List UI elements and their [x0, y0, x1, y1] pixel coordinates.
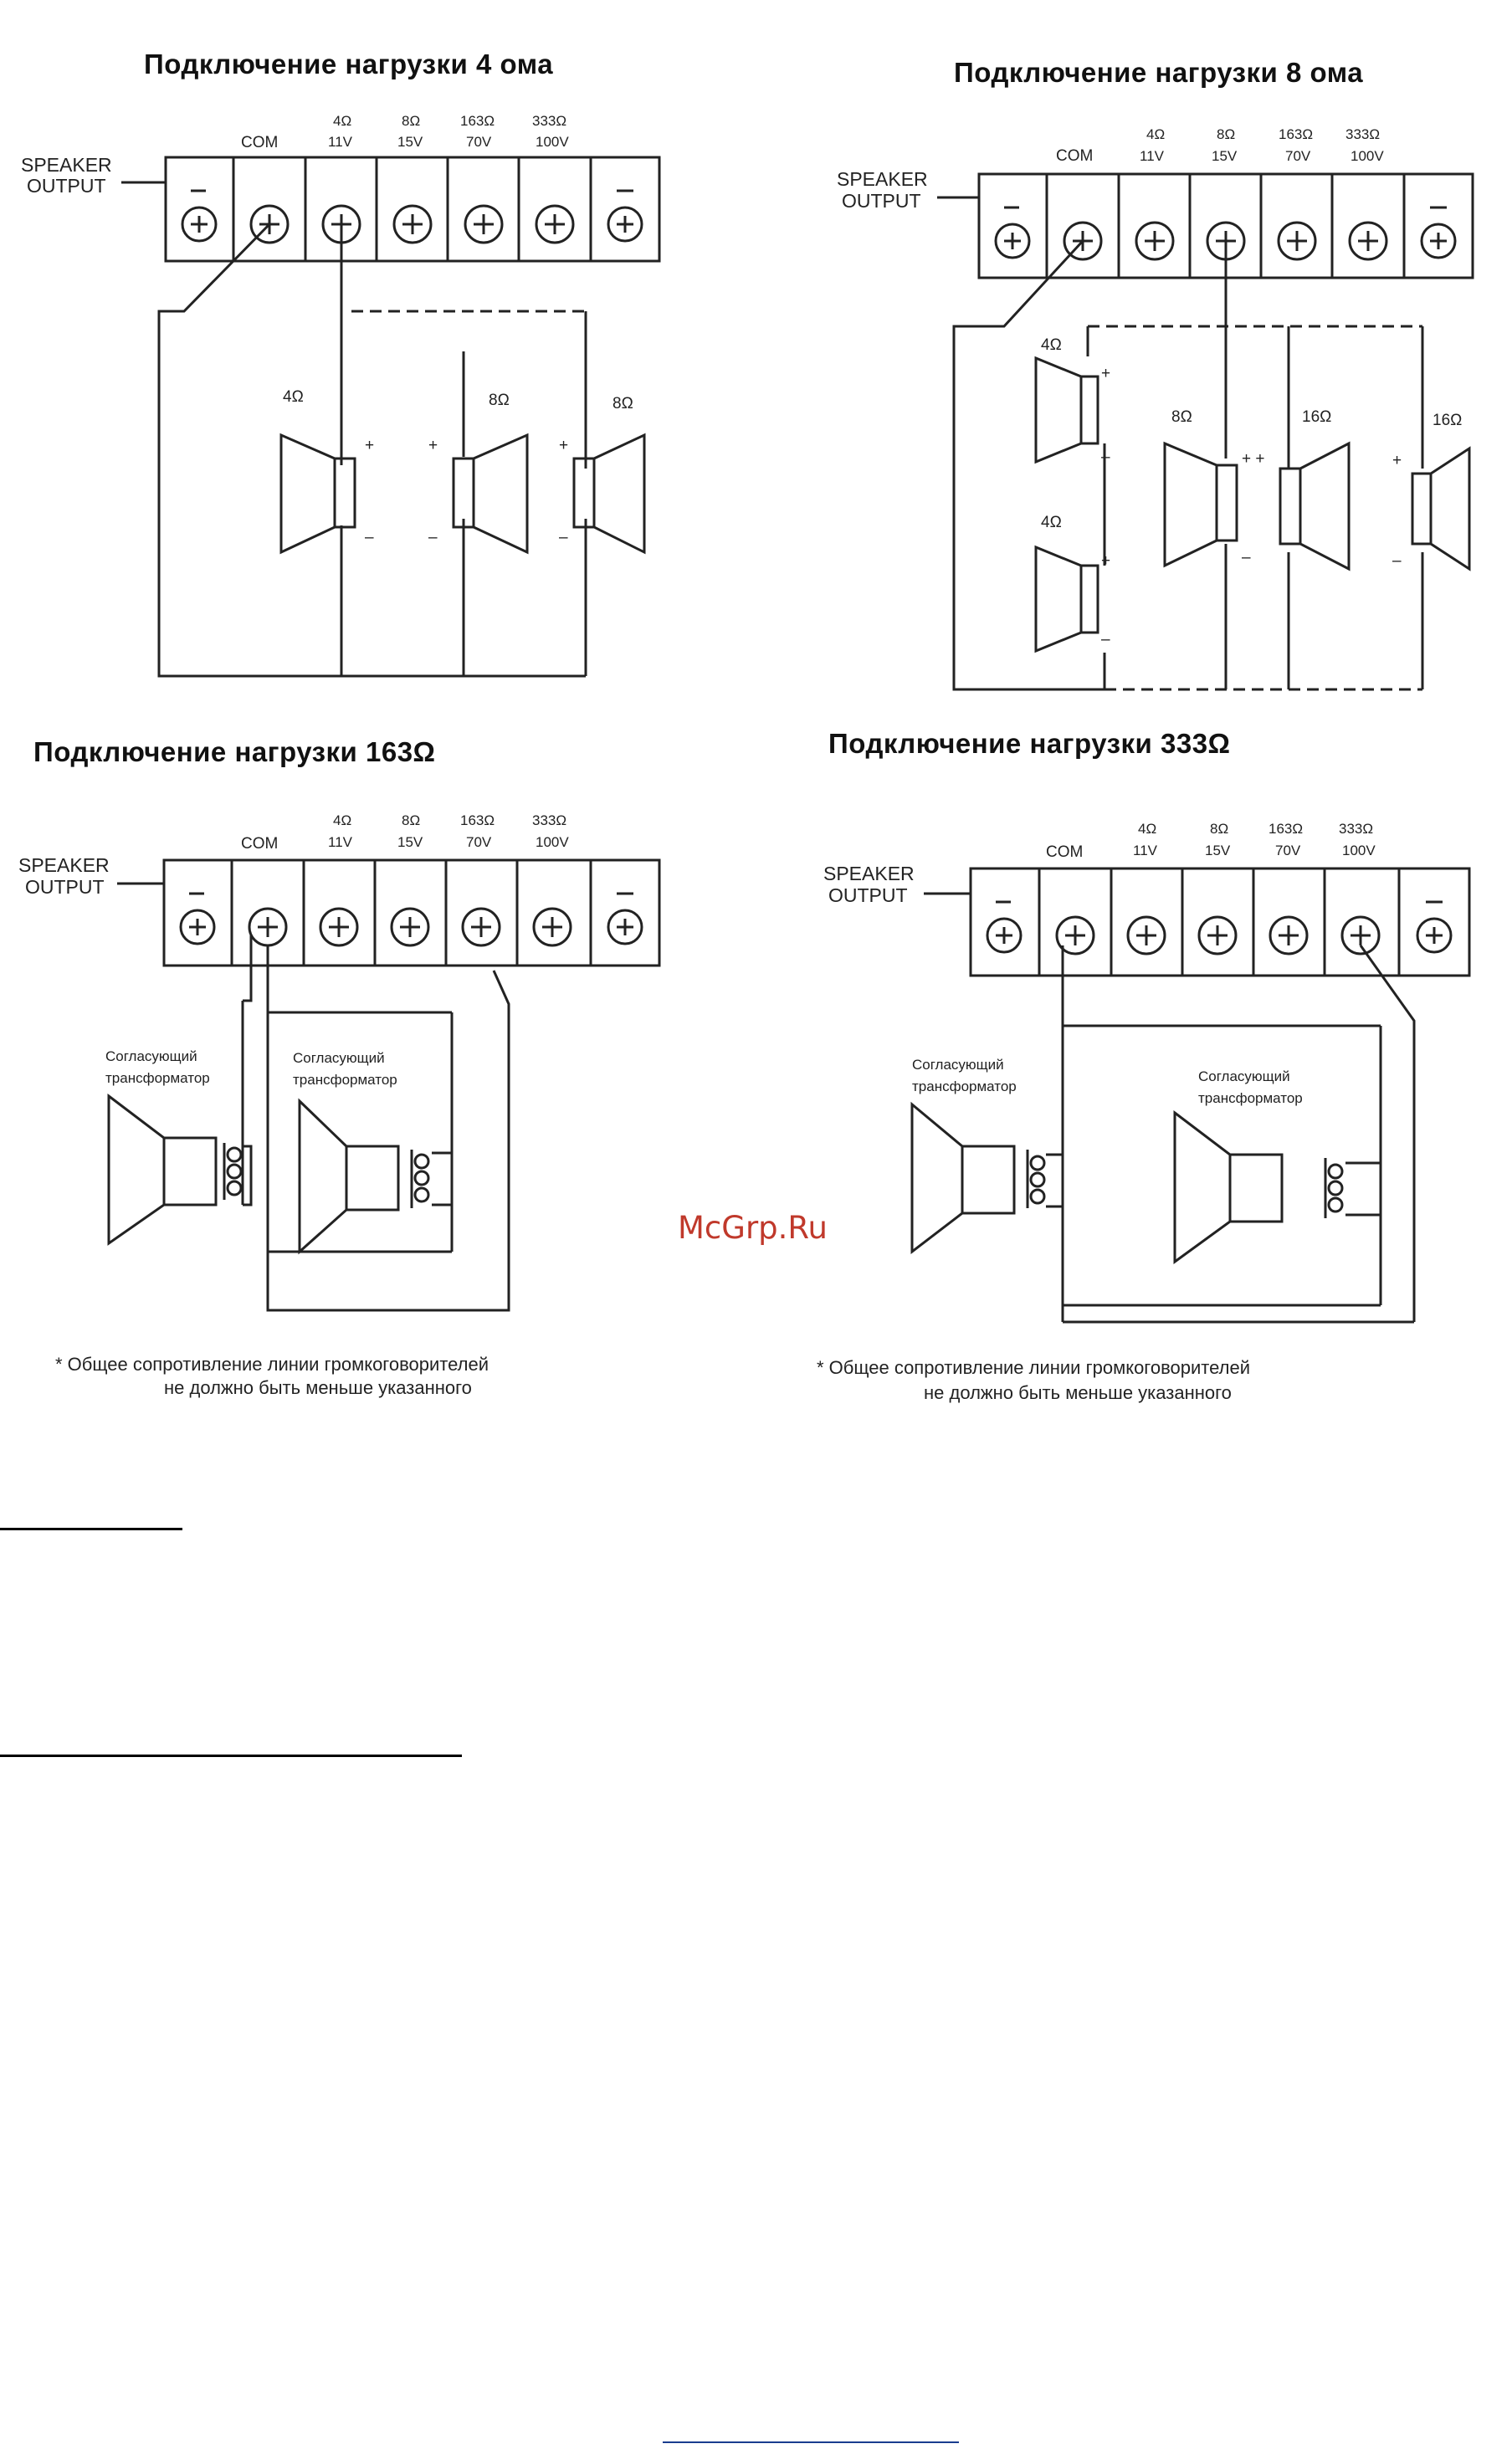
svg-text:4Ω: 4Ω	[283, 388, 304, 406]
divider-line	[0, 1755, 462, 1757]
svg-text:15V: 15V	[397, 834, 423, 850]
svg-text:SPEAKER: SPEAKER	[837, 168, 928, 190]
svg-text:100V: 100V	[1342, 843, 1376, 858]
svg-text:+: +	[428, 437, 438, 454]
svg-text:8Ω: 8Ω	[612, 395, 633, 412]
svg-text:8Ω: 8Ω	[1171, 408, 1192, 426]
svg-text:не должно быть меньше указанно: не должно быть меньше указанного	[164, 1377, 472, 1398]
svg-text:SPEAKER: SPEAKER	[21, 154, 112, 176]
svg-text:COM: COM	[241, 835, 279, 853]
svg-text:163Ω: 163Ω	[460, 812, 495, 828]
watermark-text: McGrp.Ru	[678, 1210, 828, 1246]
svg-text:трансформатор: трансформатор	[1198, 1090, 1303, 1106]
svg-text:Согласующий: Согласующий	[1198, 1068, 1290, 1084]
svg-text:333Ω: 333Ω	[532, 812, 567, 828]
svg-text:–: –	[1242, 549, 1251, 566]
svg-text:100V: 100V	[1351, 148, 1384, 164]
panel-title-4ohm: Подключение нагрузки 4 ома	[144, 49, 554, 79]
speaker-icon	[912, 1104, 1014, 1252]
svg-text:8Ω: 8Ω	[402, 113, 421, 129]
svg-text:8Ω: 8Ω	[489, 392, 510, 409]
svg-text:–: –	[1101, 631, 1110, 648]
svg-text:COM: COM	[241, 134, 279, 151]
svg-text:–: –	[365, 529, 374, 546]
svg-text:трансформатор: трансформатор	[105, 1070, 210, 1086]
svg-text:+: +	[1101, 365, 1111, 382]
svg-text:* Общее сопротивление линии гр: * Общее сопротивление линии громкоговорителей	[817, 1357, 1250, 1378]
svg-text:OUTPUT: OUTPUT	[828, 884, 908, 906]
svg-text:+ +: + +	[1242, 450, 1265, 468]
svg-text:4Ω: 4Ω	[1146, 126, 1166, 142]
svg-text:11V: 11V	[328, 834, 352, 850]
svg-text:15V: 15V	[1212, 148, 1238, 164]
transformer-icon	[1028, 1150, 1063, 1208]
svg-text:4Ω: 4Ω	[333, 812, 352, 828]
svg-text:333Ω: 333Ω	[532, 113, 567, 129]
panel-title-163ohm: Подключение нагрузки 163Ω	[33, 736, 436, 767]
svg-text:11V: 11V	[328, 134, 352, 150]
divider-line	[0, 1528, 182, 1530]
svg-text:163Ω: 163Ω	[1269, 821, 1304, 837]
svg-text:8Ω: 8Ω	[1210, 821, 1229, 837]
svg-text:15V: 15V	[1205, 843, 1231, 858]
svg-text:4Ω: 4Ω	[1041, 336, 1062, 354]
svg-text:OUTPUT: OUTPUT	[25, 876, 105, 898]
svg-text:8Ω: 8Ω	[1217, 126, 1236, 142]
svg-text:70V: 70V	[1285, 148, 1311, 164]
svg-text:SPEAKER: SPEAKER	[823, 863, 915, 884]
panel-title-8ohm: Подключение нагрузки 8 ома	[954, 57, 1364, 88]
svg-text:+: +	[559, 437, 569, 454]
svg-text:* Общее сопротивление линии гр: * Общее сопротивление линии громкоговорителей	[55, 1354, 489, 1375]
svg-text:15V: 15V	[397, 134, 423, 150]
speaker-icon	[1175, 1113, 1282, 1262]
svg-text:4Ω: 4Ω	[1041, 514, 1062, 531]
svg-text:–: –	[1101, 448, 1110, 466]
svg-text:100V: 100V	[536, 134, 569, 150]
svg-text:+: +	[1392, 452, 1402, 469]
svg-text:OUTPUT: OUTPUT	[842, 190, 921, 212]
svg-text:163Ω: 163Ω	[1279, 126, 1314, 142]
svg-text:163Ω: 163Ω	[460, 113, 495, 129]
svg-text:100V: 100V	[536, 834, 569, 850]
svg-text:+: +	[1101, 552, 1111, 570]
svg-text:COM: COM	[1056, 147, 1094, 165]
svg-text:70V: 70V	[466, 834, 492, 850]
svg-text:трансформатор: трансформатор	[912, 1078, 1017, 1094]
svg-text:16Ω: 16Ω	[1433, 412, 1463, 429]
svg-text:+: +	[365, 437, 375, 454]
svg-text:SPEAKER: SPEAKER	[18, 854, 110, 876]
svg-text:COM: COM	[1046, 843, 1084, 861]
svg-text:70V: 70V	[1275, 843, 1301, 858]
svg-text:4Ω: 4Ω	[333, 113, 352, 129]
svg-text:11V: 11V	[1140, 148, 1164, 164]
svg-text:–: –	[428, 529, 438, 546]
divider-line	[663, 2441, 959, 2443]
svg-text:70V: 70V	[466, 134, 492, 150]
svg-text:не должно быть меньше указанно: не должно быть меньше указанного	[924, 1382, 1232, 1403]
svg-text:Согласующий: Согласующий	[105, 1048, 197, 1064]
panel-title-333ohm: Подключение нагрузки 333Ω	[828, 728, 1231, 759]
svg-text:Согласующий: Согласующий	[912, 1057, 1004, 1073]
svg-text:11V: 11V	[1133, 843, 1157, 858]
svg-text:4Ω: 4Ω	[1138, 821, 1157, 837]
svg-text:16Ω: 16Ω	[1302, 408, 1332, 426]
svg-text:трансформатор: трансформатор	[293, 1072, 397, 1088]
svg-text:OUTPUT: OUTPUT	[27, 175, 106, 197]
transformer-icon	[1325, 1158, 1381, 1218]
svg-text:–: –	[1392, 552, 1402, 570]
svg-text:333Ω: 333Ω	[1339, 821, 1374, 837]
svg-text:Согласующий: Согласующий	[293, 1050, 385, 1066]
svg-text:333Ω: 333Ω	[1345, 126, 1381, 142]
svg-text:8Ω: 8Ω	[402, 812, 421, 828]
svg-text:–: –	[559, 529, 568, 546]
